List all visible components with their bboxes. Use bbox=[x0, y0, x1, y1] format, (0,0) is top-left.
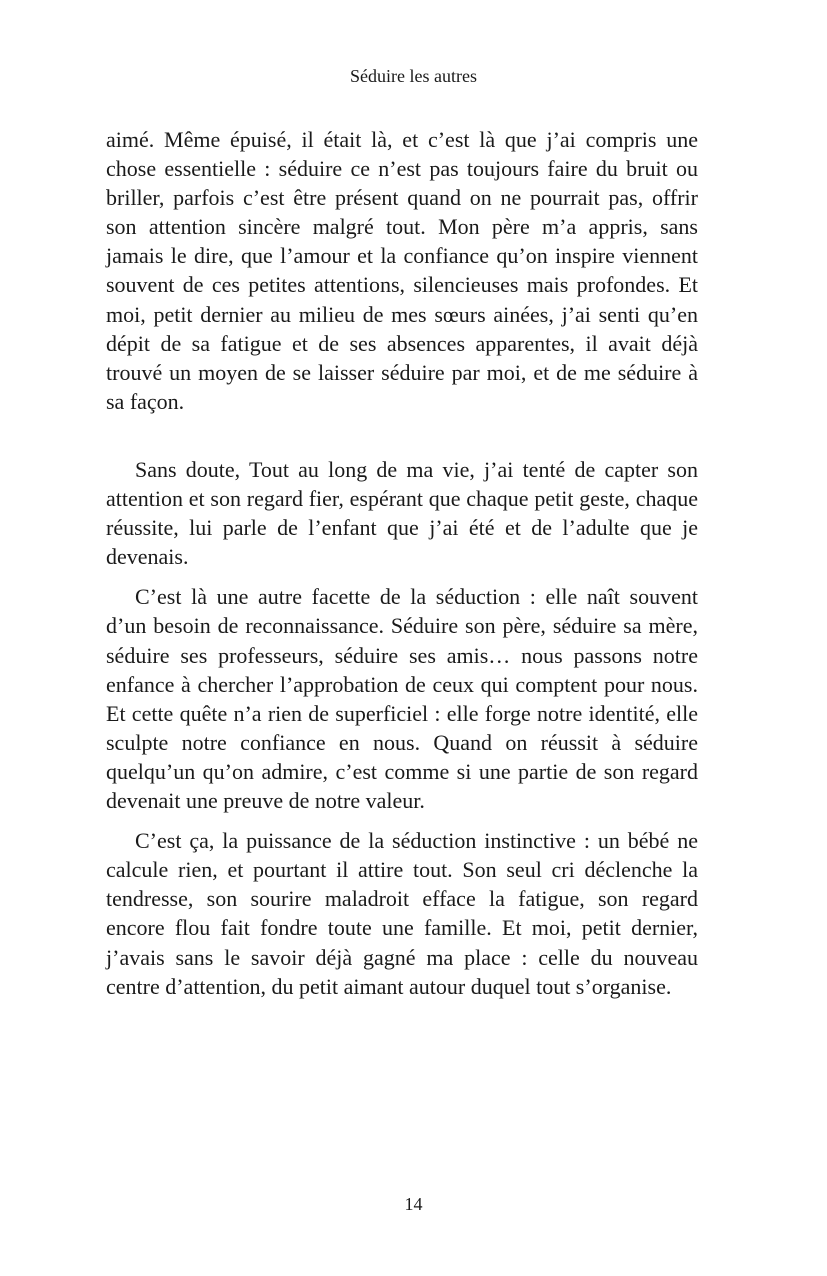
running-header: Séduire les autres bbox=[350, 66, 477, 86]
body-paragraph: Sans doute, Tout au long de ma vie, j’ai tenté de capter son attention et son regard fier, espérant que chaque petit geste, chaque réussite, lui parle de l’enfant que j’ai été et de l’adulte que je devenais. bbox=[106, 457, 698, 570]
page-number: 14 bbox=[404, 1194, 423, 1214]
body-paragraph: C’est ça, la puissance de la séduction instinctive : un bébé ne calcule rien, et pourtant il attire tout. Son seul cri déclenche la tendresse, son sourire maladroit efface la fatigue, son regard encore flou fait fondre toute une famille. Et moi, petit dernier, j’avais sans le savoir déjà gagné ma place : celle du nouveau centre d’attention, du petit aimant autour duquel tout s’organise. bbox=[106, 828, 698, 999]
body-paragraph: C’est là une autre facette de la séduction : elle naît souvent d’un besoin de reconnaissance. Séduire son père, séduire sa mère, séduire ses professeurs, séduire ses amis… nous passons notre enfance à chercher l’approbation de ceux qui comptent pour nous. Et cette quête n’a rien de superficiel : elle forge notre identité, elle sculpte notre confiance en nous. Quand on réussit à séduire quelqu’un qu’on admire, c’est comme si une partie de son regard devenait une preuve de notre valeur. bbox=[106, 584, 698, 814]
text-section-continuation bbox=[106, 125, 698, 416]
text-section-main bbox=[106, 455, 698, 1012]
body-paragraph: aimé. Même épuisé, il était là, et c’est là que j’ai compris une chose essentielle : séduire ce n’est pas toujours faire du bruit ou briller, parfois c’est être présent quand on ne pourrait pas, offrir son attention sincère malgré tout. Mon père m’a appris, sans jamais le dire, que l’amour et la confiance qu’on inspire viennent souvent de ces petites attentions, silencieuses mais profondes. Et moi, petit dernier au milieu de mes sœurs ainées, j’ai senti qu’en dépit de sa fatigue et de ses absences apparentes, il avait déjà trouvé un moyen de se laisser séduire par moi, et de me séduire à sa façon. bbox=[106, 127, 698, 414]
